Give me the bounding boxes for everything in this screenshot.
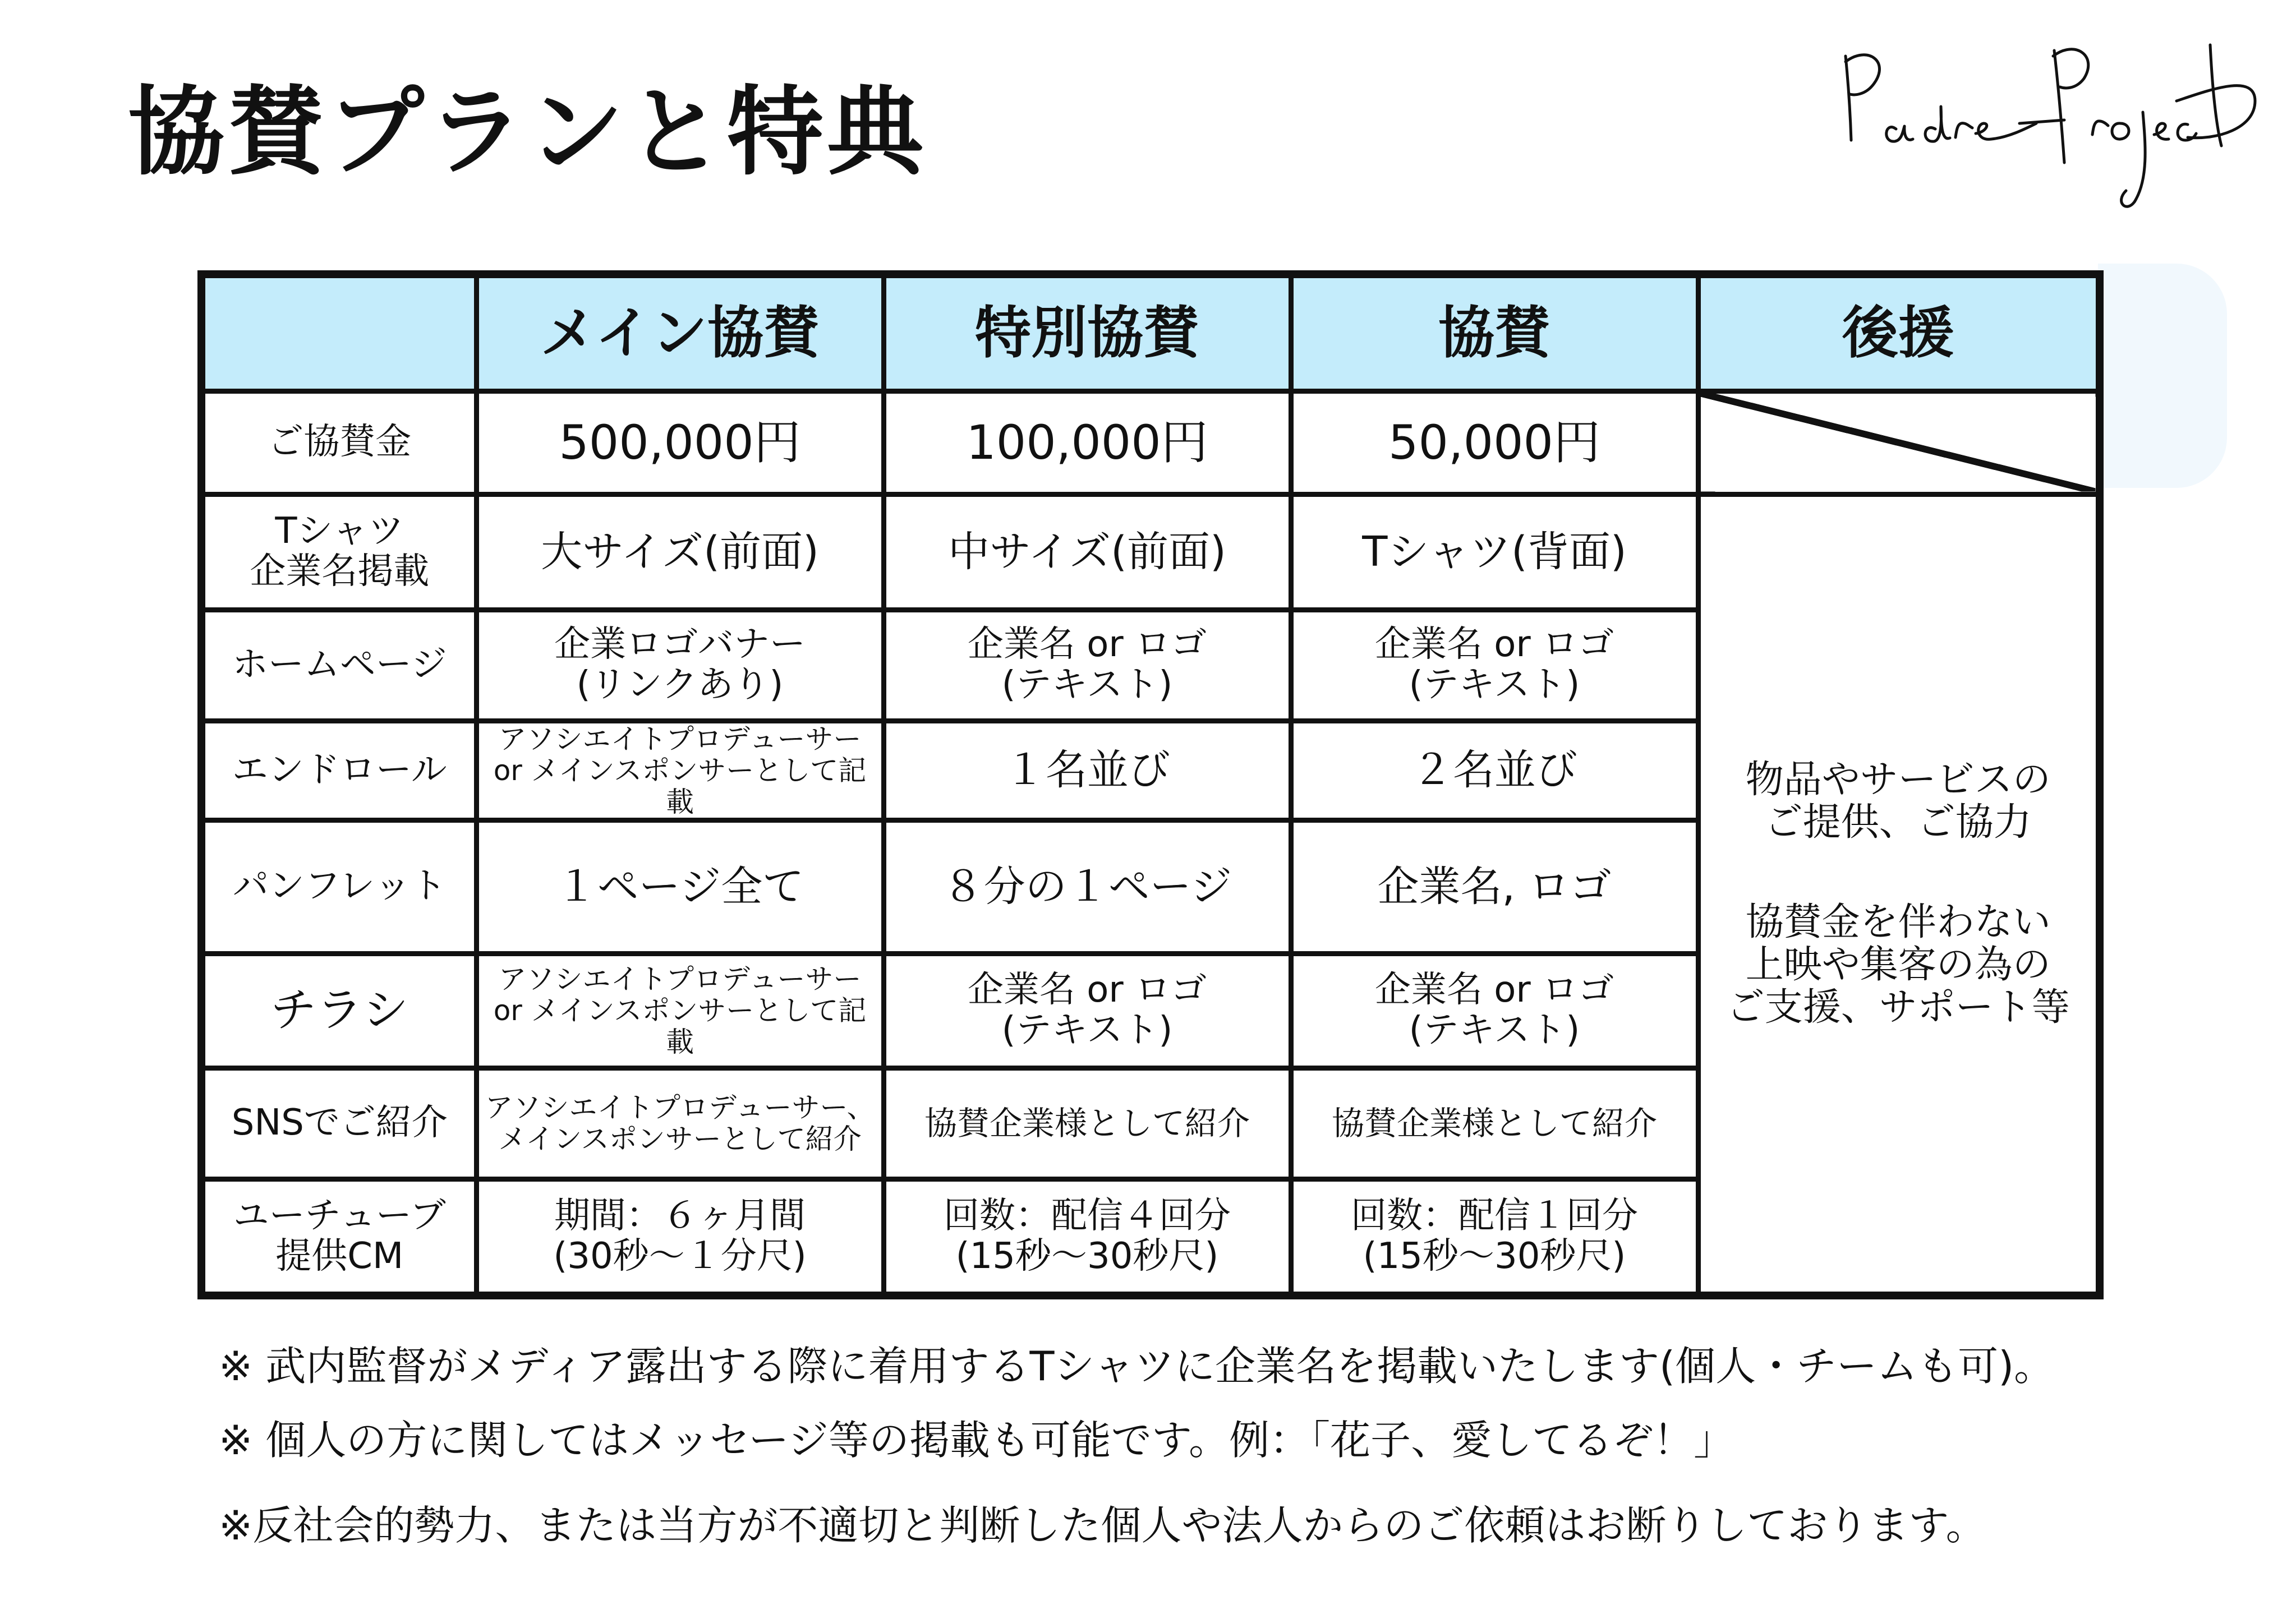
cell-value	[884, 610, 1291, 721]
cell-line: アソシエイトプロデューサー	[498, 963, 862, 995]
cell-line: (30秒〜１分尺)	[553, 1235, 807, 1277]
row-label-sponsor-fee: ご協賛金	[201, 391, 476, 494]
cell-value	[476, 1179, 884, 1295]
cell-line: 回数：配信４回分	[944, 1195, 1231, 1237]
header-special-sponsor: 特別協賛	[884, 274, 1291, 391]
cell-line: (15秒〜30秒尺)	[1363, 1235, 1626, 1277]
row-label-line: 企業名掲載	[250, 551, 430, 592]
cell-value: 企業名, ロゴ	[1291, 820, 1698, 953]
header-corner	[201, 274, 476, 391]
support-text-line: 物品やサービスの	[1745, 757, 2051, 802]
cell-line: (リンクあり)	[576, 664, 784, 706]
footnote-tshirt: ※ 武内監督がメディア露出する際に着用するTシャツに企業名を掲載いたします(個人・チームも可)。	[219, 1343, 2055, 1390]
cell-line: アソシエイトプロデューサー、	[485, 1091, 875, 1124]
table-row	[201, 494, 2100, 610]
cell-value	[476, 721, 884, 820]
cell-value: 協賛企業様として紹介	[1291, 1068, 1698, 1179]
cell-value: Tシャツ(背面)	[1291, 494, 1698, 610]
cell-value	[1291, 1179, 1698, 1295]
support-fee-not-applicable-cell	[1698, 391, 2100, 494]
cell-value: １名並び	[884, 721, 1291, 820]
row-label-pamphlet: パンフレット	[201, 820, 476, 953]
cell-line: (テキスト)	[1409, 1009, 1580, 1051]
cell-value	[476, 610, 884, 721]
row-label-line: ユーチューブ	[233, 1195, 446, 1237]
cell-value: 中サイズ(前面)	[884, 494, 1291, 610]
background-decoration	[2098, 264, 2227, 488]
cell-value: 協賛企業様として紹介	[884, 1068, 1291, 1179]
row-label-end-roll: エンドロール	[201, 721, 476, 820]
cell-value: 大サイズ(前面)	[476, 494, 884, 610]
cell-line: (テキスト)	[1409, 664, 1580, 706]
cell-line: or メインスポンサーとして記載	[493, 994, 867, 1058]
row-label-tshirt	[201, 494, 476, 610]
cell-line: メインスポンサーとして紹介	[498, 1123, 862, 1155]
cell-value: 500,000円	[476, 391, 884, 494]
cell-line: アソシエイトプロデューサー	[498, 722, 862, 755]
table-header-row	[201, 274, 2100, 391]
cell-value: １ページ全て	[476, 820, 884, 953]
cell-value	[1291, 610, 1698, 721]
cell-value: 50,000円	[1291, 391, 1698, 494]
cell-value: 100,000円	[884, 391, 1291, 494]
cell-line: 企業名 or ロゴ	[1374, 969, 1614, 1011]
cell-line: (テキスト)	[1001, 1009, 1173, 1051]
row-label-line: Tシャツ	[275, 510, 404, 552]
support-text-line: ご提供、ご協力	[1764, 800, 2032, 845]
support-text-line: 上映や集客の為の	[1745, 943, 2051, 988]
page-title: 協賛プランと特典	[128, 76, 927, 188]
cell-value	[476, 1068, 884, 1179]
cell-line: or メインスポンサーとして記載	[493, 754, 867, 818]
header-support: 後援	[1698, 274, 2100, 391]
cell-value: ８分の１ページ	[884, 820, 1291, 953]
table-row	[201, 391, 2100, 494]
cell-line: 期間：６ヶ月間	[554, 1195, 806, 1237]
support-text-line: ご支援、サポート等	[1726, 985, 2070, 1030]
cell-value	[476, 953, 884, 1068]
cell-value	[884, 953, 1291, 1068]
cell-line: 企業名 or ロゴ	[1374, 624, 1614, 666]
cell-value	[884, 1179, 1291, 1295]
row-label-homepage: ホームページ	[201, 610, 476, 721]
signature-logo-icon	[1829, 22, 2261, 213]
sponsorship-plan-table	[197, 270, 2104, 1299]
cell-value	[1291, 953, 1698, 1068]
row-label-sns: SNSでご紹介	[201, 1068, 476, 1179]
header-sponsor: 協賛	[1291, 274, 1698, 391]
footnote-refusal: ※反社会的勢力、または当方が不適切と判断した個人や法人からのご依頼はお断りしております。	[219, 1502, 1986, 1549]
support-text-line: 協賛金を伴わない	[1745, 900, 2051, 945]
cell-line: 回数：配信１回分	[1351, 1195, 1638, 1237]
row-label-flyer: チラシ	[201, 953, 476, 1068]
cell-value: ２名並び	[1291, 721, 1698, 820]
cell-line: 企業ロゴバナー	[554, 624, 806, 666]
row-label-line: 提供CM	[275, 1235, 404, 1277]
cell-line: (15秒〜30秒尺)	[955, 1235, 1219, 1277]
header-main-sponsor: メイン協賛	[476, 274, 884, 391]
row-label-youtube-cm	[201, 1179, 476, 1295]
footnote-message: ※ 個人の方に関してはメッセージ等の掲載も可能です。例：「花子、愛してるぞ！」	[219, 1417, 1734, 1464]
support-description-cell	[1698, 494, 2100, 1295]
cell-line: 企業名 or ロゴ	[967, 969, 1207, 1011]
padre-project-logo	[1829, 22, 2261, 213]
cell-line: 企業名 or ロゴ	[967, 624, 1207, 666]
cell-line: (テキスト)	[1001, 664, 1173, 706]
